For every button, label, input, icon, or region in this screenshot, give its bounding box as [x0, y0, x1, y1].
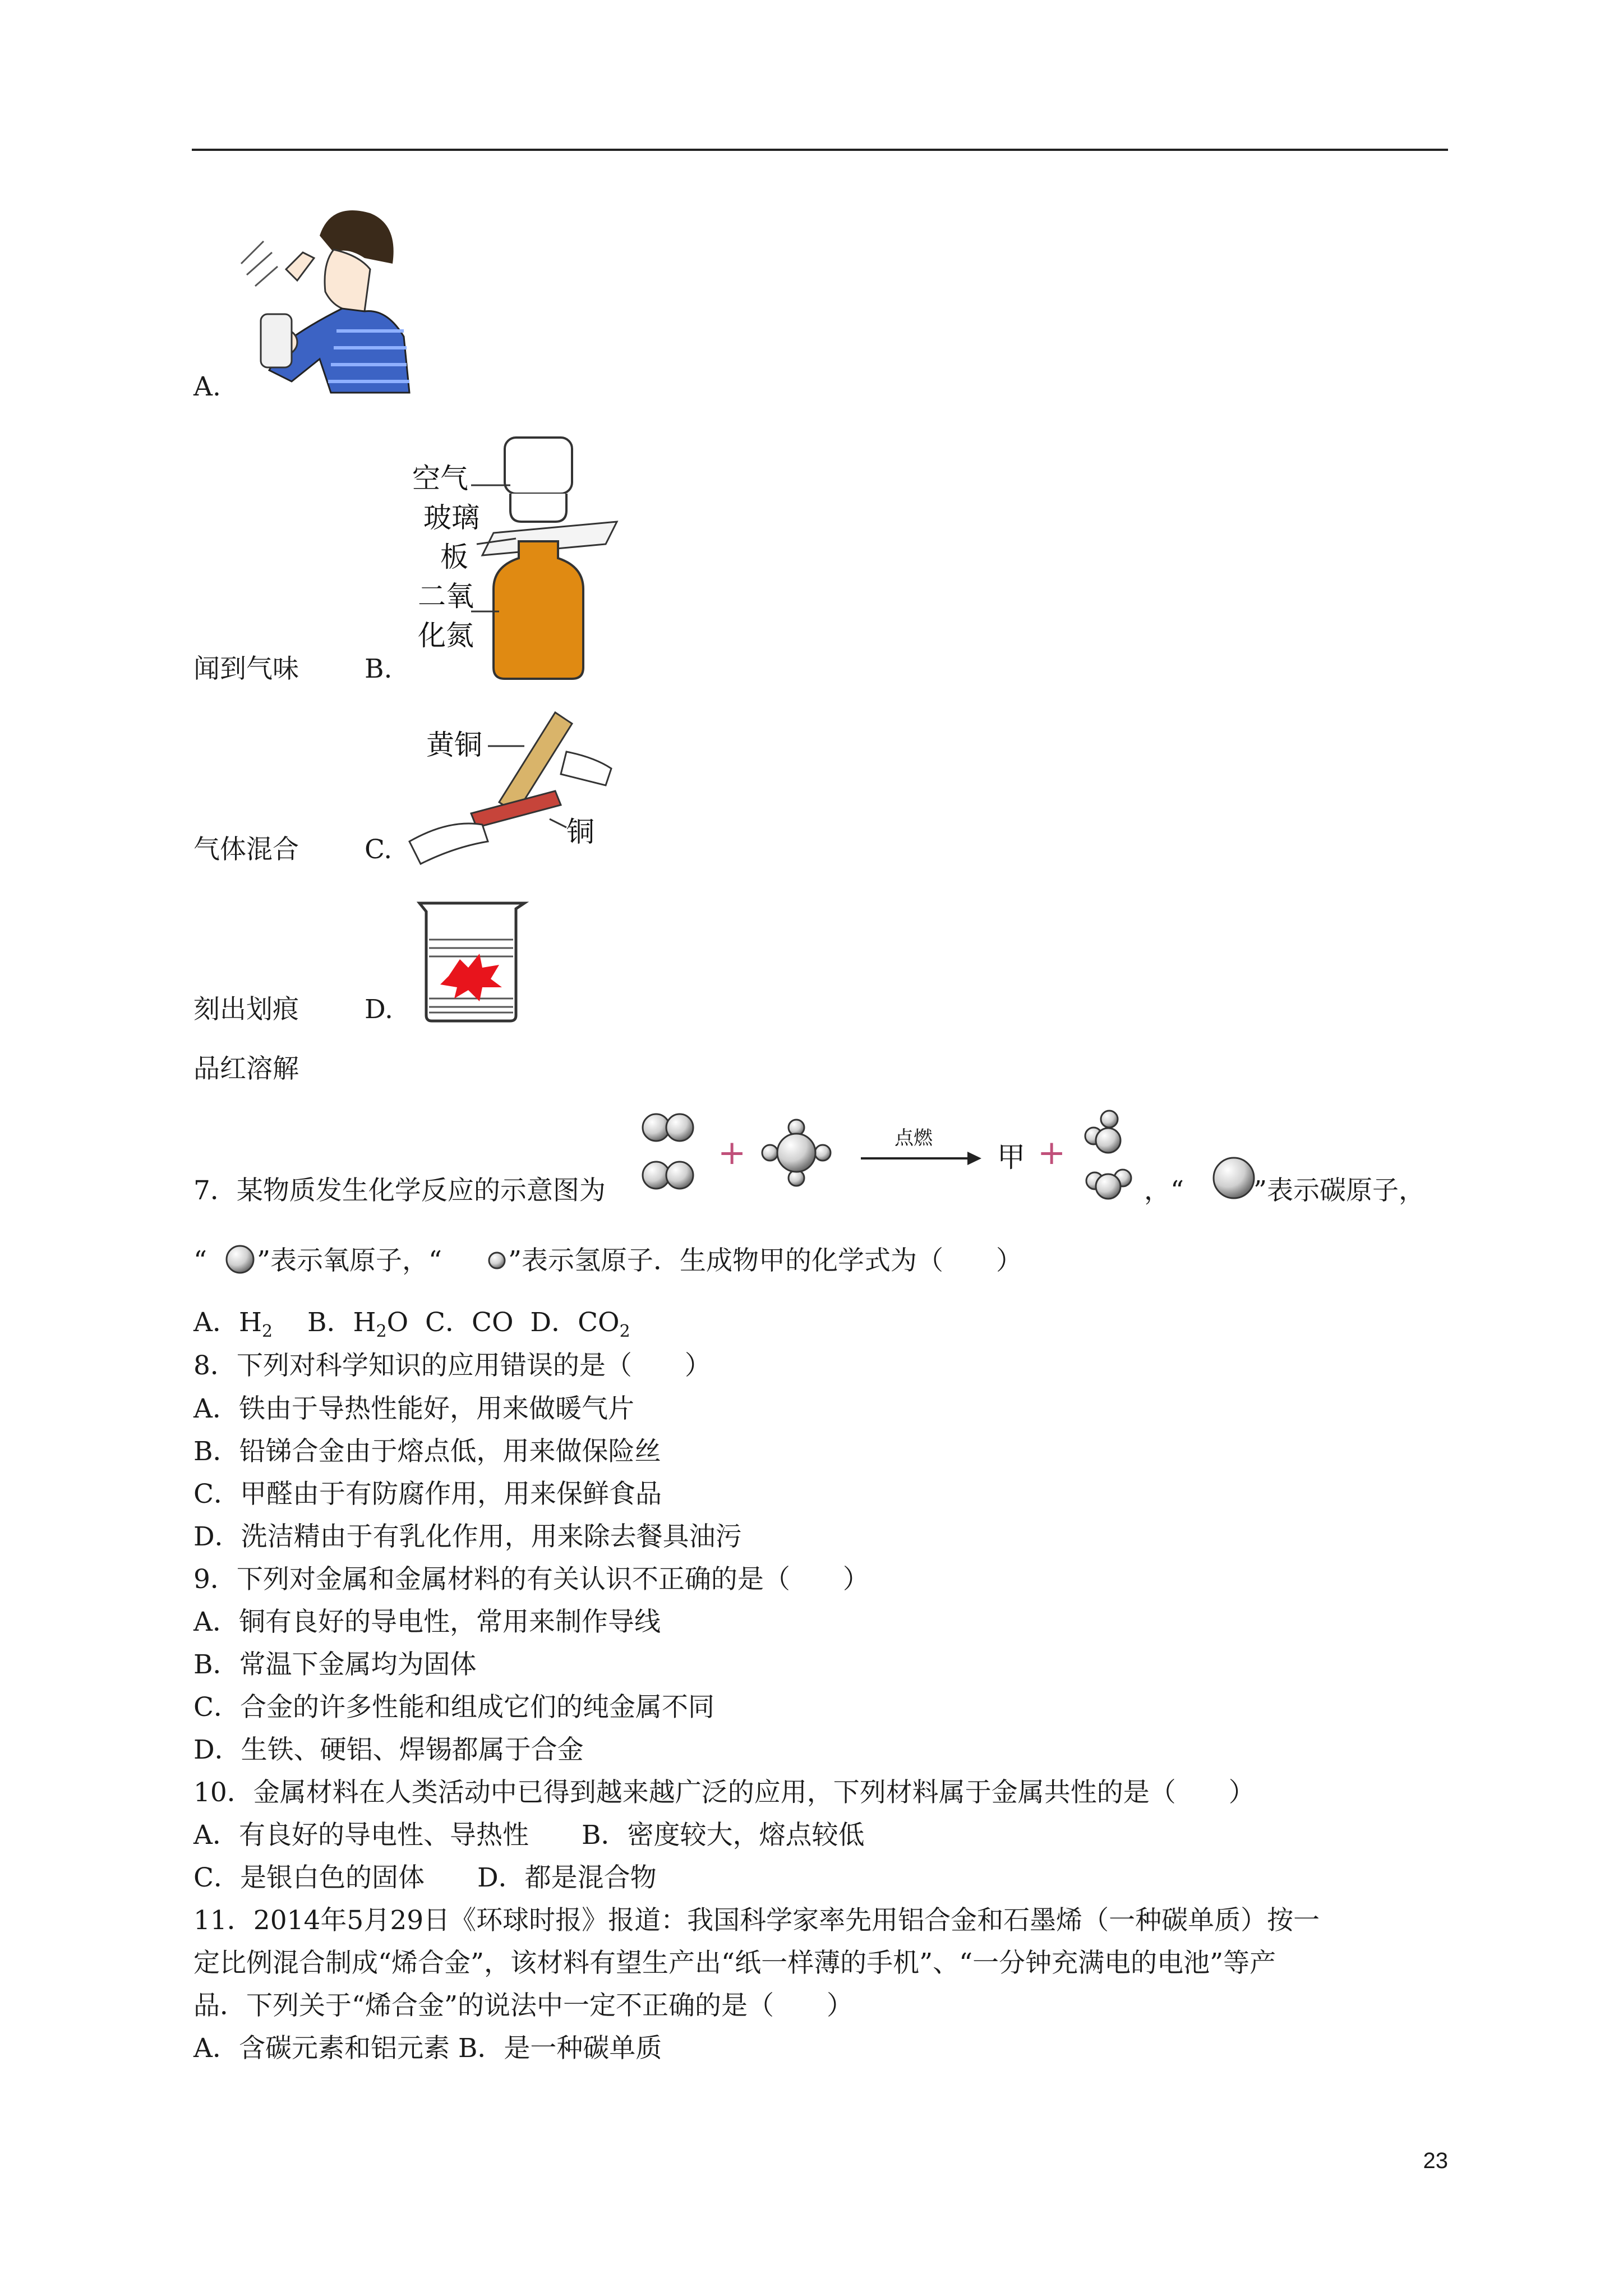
q7-product-jia: 甲 — [997, 1141, 1025, 1174]
q6-option-a-caption: 闻到气味 — [193, 654, 299, 684]
header-rule — [192, 149, 1448, 151]
figure-b-label-no2-2: 化氮 — [418, 619, 474, 652]
figure-c-scratching — [404, 707, 617, 869]
svg-text:+: + — [1038, 1133, 1066, 1172]
q7-hydrogen-tail: ”表示氢原子．生成物甲的化学式为（ ） — [508, 1245, 1023, 1276]
q7-option-d: D．$CO_2$ — [530, 1307, 630, 1341]
q6-option-b-letter: B. — [365, 654, 393, 684]
q7-carbon-tail: ”表示碳原子， — [1253, 1175, 1426, 1206]
q7-carbon-atom-icon — [1211, 1156, 1256, 1200]
q7-oxygen-tail: ”表示氧原子，“ — [257, 1245, 442, 1276]
q7-line2-start: “ — [193, 1245, 208, 1276]
figure-c-label-brass: 黄铜 — [426, 729, 482, 761]
q8-option-d: D．洗洁精由于有乳化作用，用来除去餐具油污 — [193, 1521, 742, 1552]
svg-text:+: + — [718, 1133, 746, 1172]
q6-option-a-letter: A. — [193, 371, 221, 402]
q11-line4: A．含碳元素和铝元素 B．是一种碳单质 — [193, 2033, 662, 2064]
figure-a-smelling — [224, 202, 426, 393]
q9-stem: 9．下列对金属和金属材料的有关认识不正确的是（ ） — [193, 1564, 869, 1595]
q7-options — [193, 1306, 630, 1349]
q7-arrow-label: 点燃 — [895, 1127, 933, 1149]
figure-c-label-copper: 铜 — [566, 816, 594, 848]
q8-option-a: A．铁由于导热性能好，用来做暖气片 — [193, 1393, 634, 1424]
figure-b-gas-mixing — [404, 432, 628, 684]
figure-b-label-no2-1: 二氧 — [418, 580, 474, 613]
q10-stem: 10．金属材料在人类活动中已得到越来越广泛的应用，下列材料属于金属共性的是（ ） — [193, 1777, 1255, 1808]
q7-after-equation: ，“ — [1144, 1175, 1184, 1206]
figure-b-label-air: 空气 — [412, 462, 468, 495]
q9-option-b: B．常温下金属均为固体 — [193, 1649, 477, 1680]
q6-option-b-caption: 气体混合 — [193, 834, 299, 865]
q10-options-line1: A．有良好的导电性、导热性 B．密度较大，熔点较低 — [193, 1820, 865, 1851]
q8-option-b: B．铅锑合金由于熔点低，用来做保险丝 — [193, 1436, 661, 1467]
q7-option-b: B．$H_2O$ — [307, 1307, 409, 1341]
q11-line3: 品．下列关于“烯合金”的说法中一定不正确的是（ ） — [193, 1990, 854, 2021]
q9-option-c: C．合金的许多性能和组成它们的纯金属不同 — [193, 1692, 714, 1723]
q11-line2: 定比例混合制成“烯合金”，该材料有望生产出“纸一样薄的手机”、“一分钟充满电的电池”等产 — [193, 1948, 1276, 1978]
q6-option-d-letter: D. — [365, 994, 393, 1025]
q8-stem: 8．下列对科学知识的应用错误的是（ ） — [193, 1350, 711, 1381]
q8-option-c: C．甲醛由于有防腐作用，用来保鲜食品 — [193, 1479, 662, 1510]
figure-d-dissolving — [415, 898, 533, 1027]
q7-option-a: A．$H_2$ — [193, 1307, 273, 1341]
q9-option-a: A．铜有良好的导电性，常用来制作导线 — [193, 1607, 661, 1637]
q9-option-d: D．生铁、硬铝、焊锡都属于合金 — [193, 1734, 584, 1765]
q6-option-c-letter: C. — [365, 834, 393, 865]
figure-b-label-glass1: 玻璃 — [423, 501, 479, 534]
page-number: 23 — [1423, 2148, 1448, 2173]
q7-option-c: C．CO — [425, 1307, 514, 1338]
q7-oxygen-atom-icon — [223, 1243, 257, 1276]
q6-option-d-caption: 品红溶解 — [193, 1053, 299, 1084]
figure-b-label-glass2: 板 — [440, 541, 468, 573]
q7-reaction-diagram — [639, 1102, 1144, 1248]
q7-hydrogen-atom-icon — [486, 1249, 508, 1272]
q11-line1: 11．2014年5月29日《环球时报》报道：我国科学家率先用铝合金和石墨烯（一种碳单质）按一 — [193, 1905, 1320, 1936]
q6-option-c-caption: 刻出划痕 — [193, 994, 299, 1025]
q7-lead: 7．某物质发生化学反应的示意图为 — [193, 1175, 606, 1206]
q10-options-line2: C．是银白色的固体 D．都是混合物 — [193, 1862, 657, 1893]
